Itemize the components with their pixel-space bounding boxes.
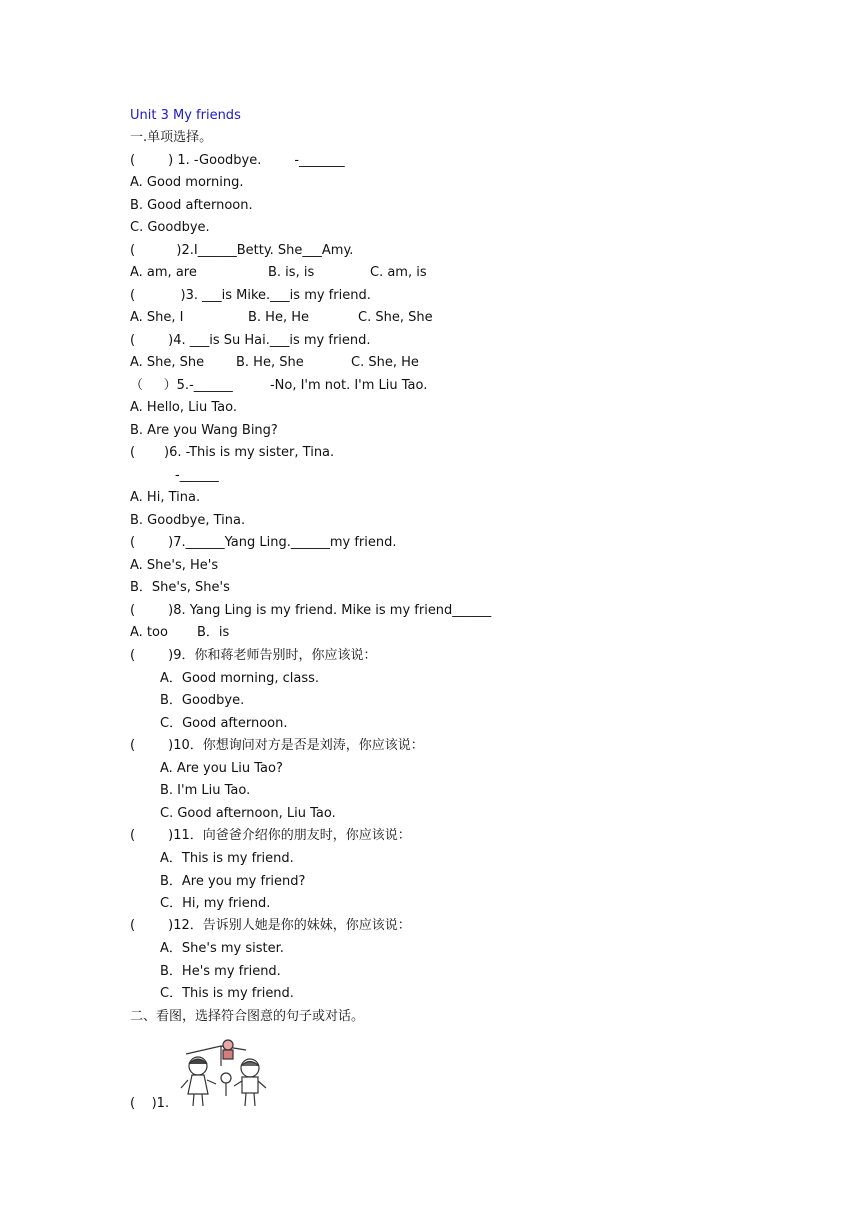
q3-option-c: C. She, She: [358, 310, 433, 325]
q12-option-b: B．He's my friend.: [160, 964, 281, 979]
q3-stem: ( )3. ___is Mike.___is my friend.: [130, 288, 371, 303]
q2-option-b: B. is, is: [268, 265, 315, 280]
q5-stem: （ ）5.-______ -No, I'm not. I'm Liu Tao.: [130, 378, 428, 393]
q12-option-c: C．This is my friend.: [160, 986, 294, 1001]
section1-heading: 一.单项选择。: [130, 130, 213, 145]
q10-option-a: A. Are you Liu Tao?: [160, 761, 283, 776]
q12-stem: ( )12．告诉别人她是你的妹妹，你应该说：: [130, 918, 411, 933]
q1-option-c: C. Goodbye.: [130, 220, 210, 235]
q1-stem: ( ) 1. -Goodbye. -_______: [130, 153, 345, 168]
q10-option-c: C. Good afternoon, Liu Tao.: [160, 806, 336, 821]
q9-option-b: B．Goodbye.: [160, 693, 245, 708]
q6-stem: ( )6. -This is my sister, Tina.: [130, 445, 335, 460]
q9-option-c: C．Good afternoon.: [160, 716, 288, 731]
q8-stem: ( )8. Yang Ling is my friend. Mike is my friend______: [130, 603, 492, 618]
q4-option-b: B. He, She: [236, 355, 304, 370]
q9-option-a: A．Good morning, class.: [160, 671, 320, 686]
q11-option-a: A．This is my friend.: [160, 851, 294, 866]
q12-option-a: A．She's my sister.: [160, 941, 284, 956]
q11-option-c: C．Hi, my friend.: [160, 896, 271, 911]
q10-option-b: B. I'm Liu Tao.: [160, 783, 251, 798]
q5-option-a: A. Hello, Liu Tao.: [130, 400, 237, 415]
q1-option-a: A. Good morning.: [130, 175, 244, 190]
q3-option-b: B. He, He: [248, 310, 309, 325]
children-illustration: [176, 1036, 272, 1108]
unit-title: Unit 3 My friends: [130, 108, 241, 123]
q4-option-c: C. She, He: [351, 355, 419, 370]
q3-option-a: A. She, I: [130, 310, 184, 325]
q1-option-b: B. Good afternoon.: [130, 198, 253, 213]
q4-option-a: A. She, She: [130, 355, 205, 370]
q11-option-b: B．Are you my friend?: [160, 874, 306, 889]
q4-stem: ( )4. ___is Su Hai.___is my friend.: [130, 333, 371, 348]
q8-option-b: B．is: [197, 625, 230, 640]
q11-stem: ( )11．向爸爸介绍你的朋友时，你应该说：: [130, 828, 411, 843]
q8-option-a: A. too: [130, 625, 168, 640]
q6-option-b: B. Goodbye, Tina.: [130, 513, 246, 528]
q10-stem: ( )10．你想询问对方是否是刘涛，你应该说：: [130, 738, 424, 753]
q2-option-c: C. am, is: [370, 265, 427, 280]
q2-stem: ( )2.I______Betty. She___Amy.: [130, 243, 354, 258]
section2-heading: 二、看图，选择符合图意的句子或对话。: [130, 1009, 365, 1024]
q6-stem-reply: -______: [175, 468, 219, 483]
picture-question-1: ( )1.: [130, 1096, 170, 1111]
q7-option-a: A. She's, He's: [130, 558, 219, 573]
q2-option-a: A. am, are: [130, 265, 197, 280]
q9-stem: ( )9．你和蒋老师告别时，你应该说：: [130, 648, 377, 663]
q7-stem: ( )7.______Yang Ling.______my friend.: [130, 535, 397, 550]
q7-option-b: B．She's, She's: [130, 580, 230, 595]
q5-option-b: B. Are you Wang Bing?: [130, 423, 278, 438]
q6-option-a: A. Hi, Tina.: [130, 490, 201, 505]
